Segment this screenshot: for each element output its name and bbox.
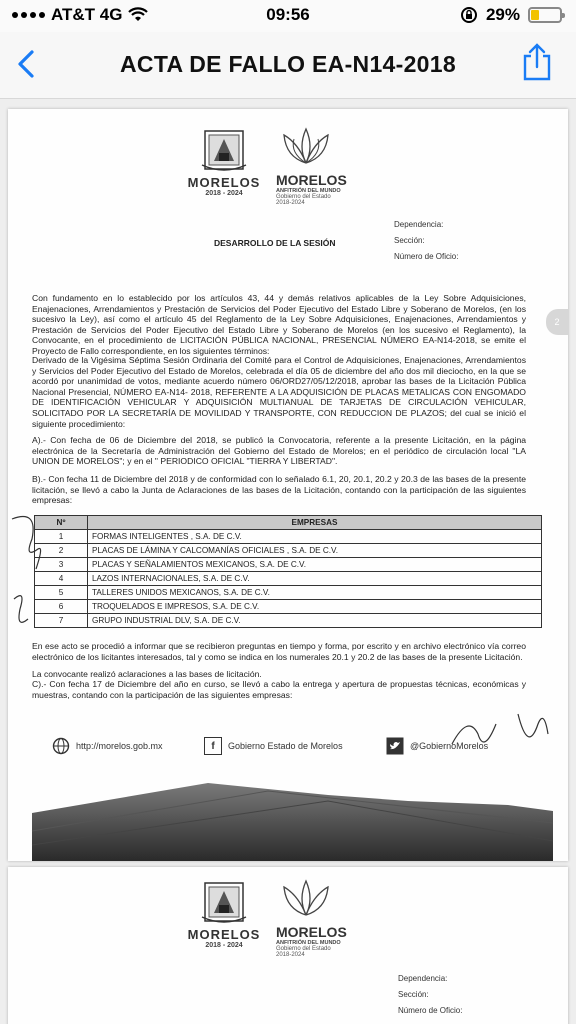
status-right xyxy=(460,5,562,25)
paragraph-c: C).- Con fecha 17 de Diciembre del año en curso, se llevó a cabo la entrega y apertura de propuestas técnicas, económicas y muestras, contando con la participación de las siguientes empresas: xyxy=(32,679,526,700)
paragraph-b: B).- Con fecha 11 de Diciembre del 2018 y de conformidad con lo señalado 6.1, 20, 20.1, 20.2 y 20.3 de las bases de la presente licitación, se llevó a cabo la Junta de Aclaraciones de las bases de la Licitación, contando con la participación de las siguientes empresas: xyxy=(32,474,526,506)
twitter-icon xyxy=(386,737,404,755)
company-name: PLACAS Y SEÑALAMIENTOS MEXICANOS, S.A. DE C.V. xyxy=(88,558,542,572)
morelos-anfitrion-logo xyxy=(276,127,376,206)
logo2-gobierno: Gobierno del Estado xyxy=(276,194,331,200)
table-header-empresas: EMPRESAS xyxy=(88,516,542,530)
footer-facebook xyxy=(204,737,343,755)
row-number: 4 xyxy=(35,572,88,586)
table-row xyxy=(35,614,542,628)
company-name: FORMAS INTELIGENTES , S.A. DE C.V. xyxy=(88,530,542,544)
handwritten-initials xyxy=(448,704,558,764)
paragraph-aclaraciones: La convocante realizó aclaraciones a las bases de licitación. xyxy=(32,669,262,679)
morelos-anfitrion-logo xyxy=(276,879,376,958)
status-bar xyxy=(0,0,576,32)
logo2-gobierno: Gobierno del Estado xyxy=(276,946,331,952)
twitter-label: @GobiernoMorelos xyxy=(410,741,489,751)
table-row xyxy=(35,544,542,558)
company-name: PLACAS DE LÁMINA Y CALCOMANÍAS OFICIALES , S.A. DE C.V. xyxy=(88,544,542,558)
website-link[interactable]: http://morelos.gob.mx xyxy=(76,741,163,751)
document-page-2 xyxy=(8,867,568,1024)
document-title: ACTA DE FALLO EA-N14-2018 xyxy=(120,51,456,77)
carrier-label: AT&T 4G xyxy=(51,5,123,24)
seccion-label: Sección: xyxy=(394,236,425,245)
logo2-years: 2018-2024 xyxy=(276,200,305,206)
company-name: GRUPO INDUSTRIAL DLV, S.A. DE C.V. xyxy=(88,614,542,628)
logo1-word: MORELOS xyxy=(187,175,261,190)
paragraph-fundamento: Con fundamento en lo establecido por los artículos 43, 44 y demás relativos aplicables de la Ley Sobre Adquisiciones, Enajenaciones, Arrendamientos y Prestación de Servicios del Poder Ejecutivo del Estado Libre y Soberano de Morelos, (en los sucesivo la Ley), así como el artículo 45 del Reglamento de la Ley Sobre Adquisiciones, Enajenaciones, Arrendamientos y Prestación de Servicios del Poder Ejecutivo del Estado Libre y Soberano de Morelos (en los sucesivo el Reglamento), la Convocante, en el procedimiento de LICITACIÓN PÚBLICA NACIONAL, PRESENCIAL NÚMERO EA-N14-2018, se emite el Proyecto de Fallo correspondiente, en los siguientes términos: xyxy=(32,293,526,356)
document-viewer[interactable] xyxy=(0,99,576,1024)
logo2-subtitle: ANFITRIÓN DEL MUNDO xyxy=(276,940,341,946)
globe-icon xyxy=(52,737,70,755)
row-number: 5 xyxy=(35,586,88,600)
logo1-years: 2018 - 2024 xyxy=(205,942,243,949)
flower-logo-icon xyxy=(276,879,336,919)
logo2-years: 2018-2024 xyxy=(276,952,305,958)
row-number: 2 xyxy=(35,544,88,558)
logo2-word: MORELOS xyxy=(276,172,347,188)
table-header-number: Nº xyxy=(35,516,88,530)
table-row xyxy=(35,558,542,572)
logo2-word: MORELOS xyxy=(276,924,347,940)
paragraph-derivado: Derivado de la Vigésima Séptima Sesión Ordinaria del Comité para el Control de Adquisiciones, Enajenaciones, Arrendamientos y Servicios del Poder Ejecutivo del Estado de Morelos, celebrada el día 05 de diciembre del año dos mil dieciocho, en la que se acordó por unanimidad de votos, mediante acuerdo número 06/ORD27/05/12/2018, aprobar las bases de la Licitación Pública Nacional Presencial, NÚMERO EA-N14- 2018, REFERENTE A LA ADQUISICIÓN DE PLACAS METALICAS CON ENGOMADO DE IDENTIFICACIÓN VEHICULAR Y ADQUISICIÓN MULTIANUAL DE TARJETAS DE CIRCULACIÓN VEHICULAR, SOLICITADO POR LA SECRETARÍA DE MOVILIDAD Y TRANSPORTE, CON REDUCCION DE PLAZOS; del cual se inició el siguiente procedimiento: xyxy=(32,355,526,429)
dependencia-label: Dependencia: xyxy=(394,220,444,229)
table-row xyxy=(35,600,542,614)
section-heading: DESARROLLO DE LA SESIÓN xyxy=(214,238,336,248)
seccion-label: Sección: xyxy=(398,990,429,999)
company-name: TALLERES UNIDOS MEXICANOS, S.A. DE C.V. xyxy=(88,586,542,600)
page-number-tab: 2 xyxy=(546,309,568,335)
clock: 09:56 xyxy=(266,5,310,24)
facebook-label: Gobierno Estado de Morelos xyxy=(228,741,343,751)
paragraph-preguntas: En ese acto se procedió a informar que se recibieron preguntas en tiempo y forma, por escrito y en archivo electrónico vía correo electrónico de los licitantes interesados, tal y como se indica en los numerales 20.1 y 20.2 de las bases de la presente Licitación. xyxy=(32,641,526,662)
numero-oficio-label: Número de Oficio: xyxy=(398,1006,463,1015)
logo1-word: MORELOS xyxy=(187,927,261,942)
orientation-lock-icon xyxy=(460,6,478,24)
coat-of-arms-icon xyxy=(199,879,249,927)
back-chevron-icon[interactable] xyxy=(12,46,42,82)
numero-oficio-label: Número de Oficio: xyxy=(394,252,459,261)
document-page-1 xyxy=(8,109,568,861)
decorative-mountain-banner xyxy=(8,761,568,861)
row-number: 3 xyxy=(35,558,88,572)
header-fields xyxy=(394,217,458,265)
paragraph-a: A).- Con fecha de 06 de Diciembre del 2018, se publicó la Convocatoria, referente a la presente Licitación, en la página electrónica de la Secretaría de Administración del Gobierno del Estado de Morelos; en el periódico de circulación local "LA UNION DE MORELOS"; y en el " PERIODICO OFICIAL "TIERRA Y LIBERTAD". xyxy=(32,435,526,467)
footer-twitter xyxy=(386,737,488,755)
morelos-coat-of-arms-logo xyxy=(184,127,264,197)
companies-table xyxy=(34,515,542,628)
coat-of-arms-icon xyxy=(199,127,249,175)
facebook-icon: f xyxy=(204,737,222,755)
battery-percent: 29% xyxy=(485,5,520,24)
row-number: 7 xyxy=(35,614,88,628)
header-fields xyxy=(398,971,462,1019)
battery-fill xyxy=(531,10,539,20)
morelos-coat-of-arms-logo xyxy=(184,879,264,949)
row-number: 1 xyxy=(35,530,88,544)
company-name: TROQUELADOS E IMPRESOS, S.A. DE C.V. xyxy=(88,600,542,614)
table-row xyxy=(35,572,542,586)
navigation-bar xyxy=(0,32,576,99)
table-header-row xyxy=(35,516,542,530)
logo2-subtitle: ANFITRIÓN DEL MUNDO xyxy=(276,188,341,194)
battery-icon xyxy=(528,7,562,23)
logo1-years: 2018 - 2024 xyxy=(205,190,243,197)
dependencia-label: Dependencia: xyxy=(398,974,448,983)
row-number: 6 xyxy=(35,600,88,614)
flower-logo-icon xyxy=(276,127,336,167)
share-icon[interactable] xyxy=(520,42,554,82)
handwritten-signature xyxy=(8,509,48,639)
table-row xyxy=(35,586,542,600)
footer-website xyxy=(52,737,163,755)
table-row xyxy=(35,530,542,544)
company-name: LAZOS INTERNACIONALES, S.A. DE C.V. xyxy=(88,572,542,586)
